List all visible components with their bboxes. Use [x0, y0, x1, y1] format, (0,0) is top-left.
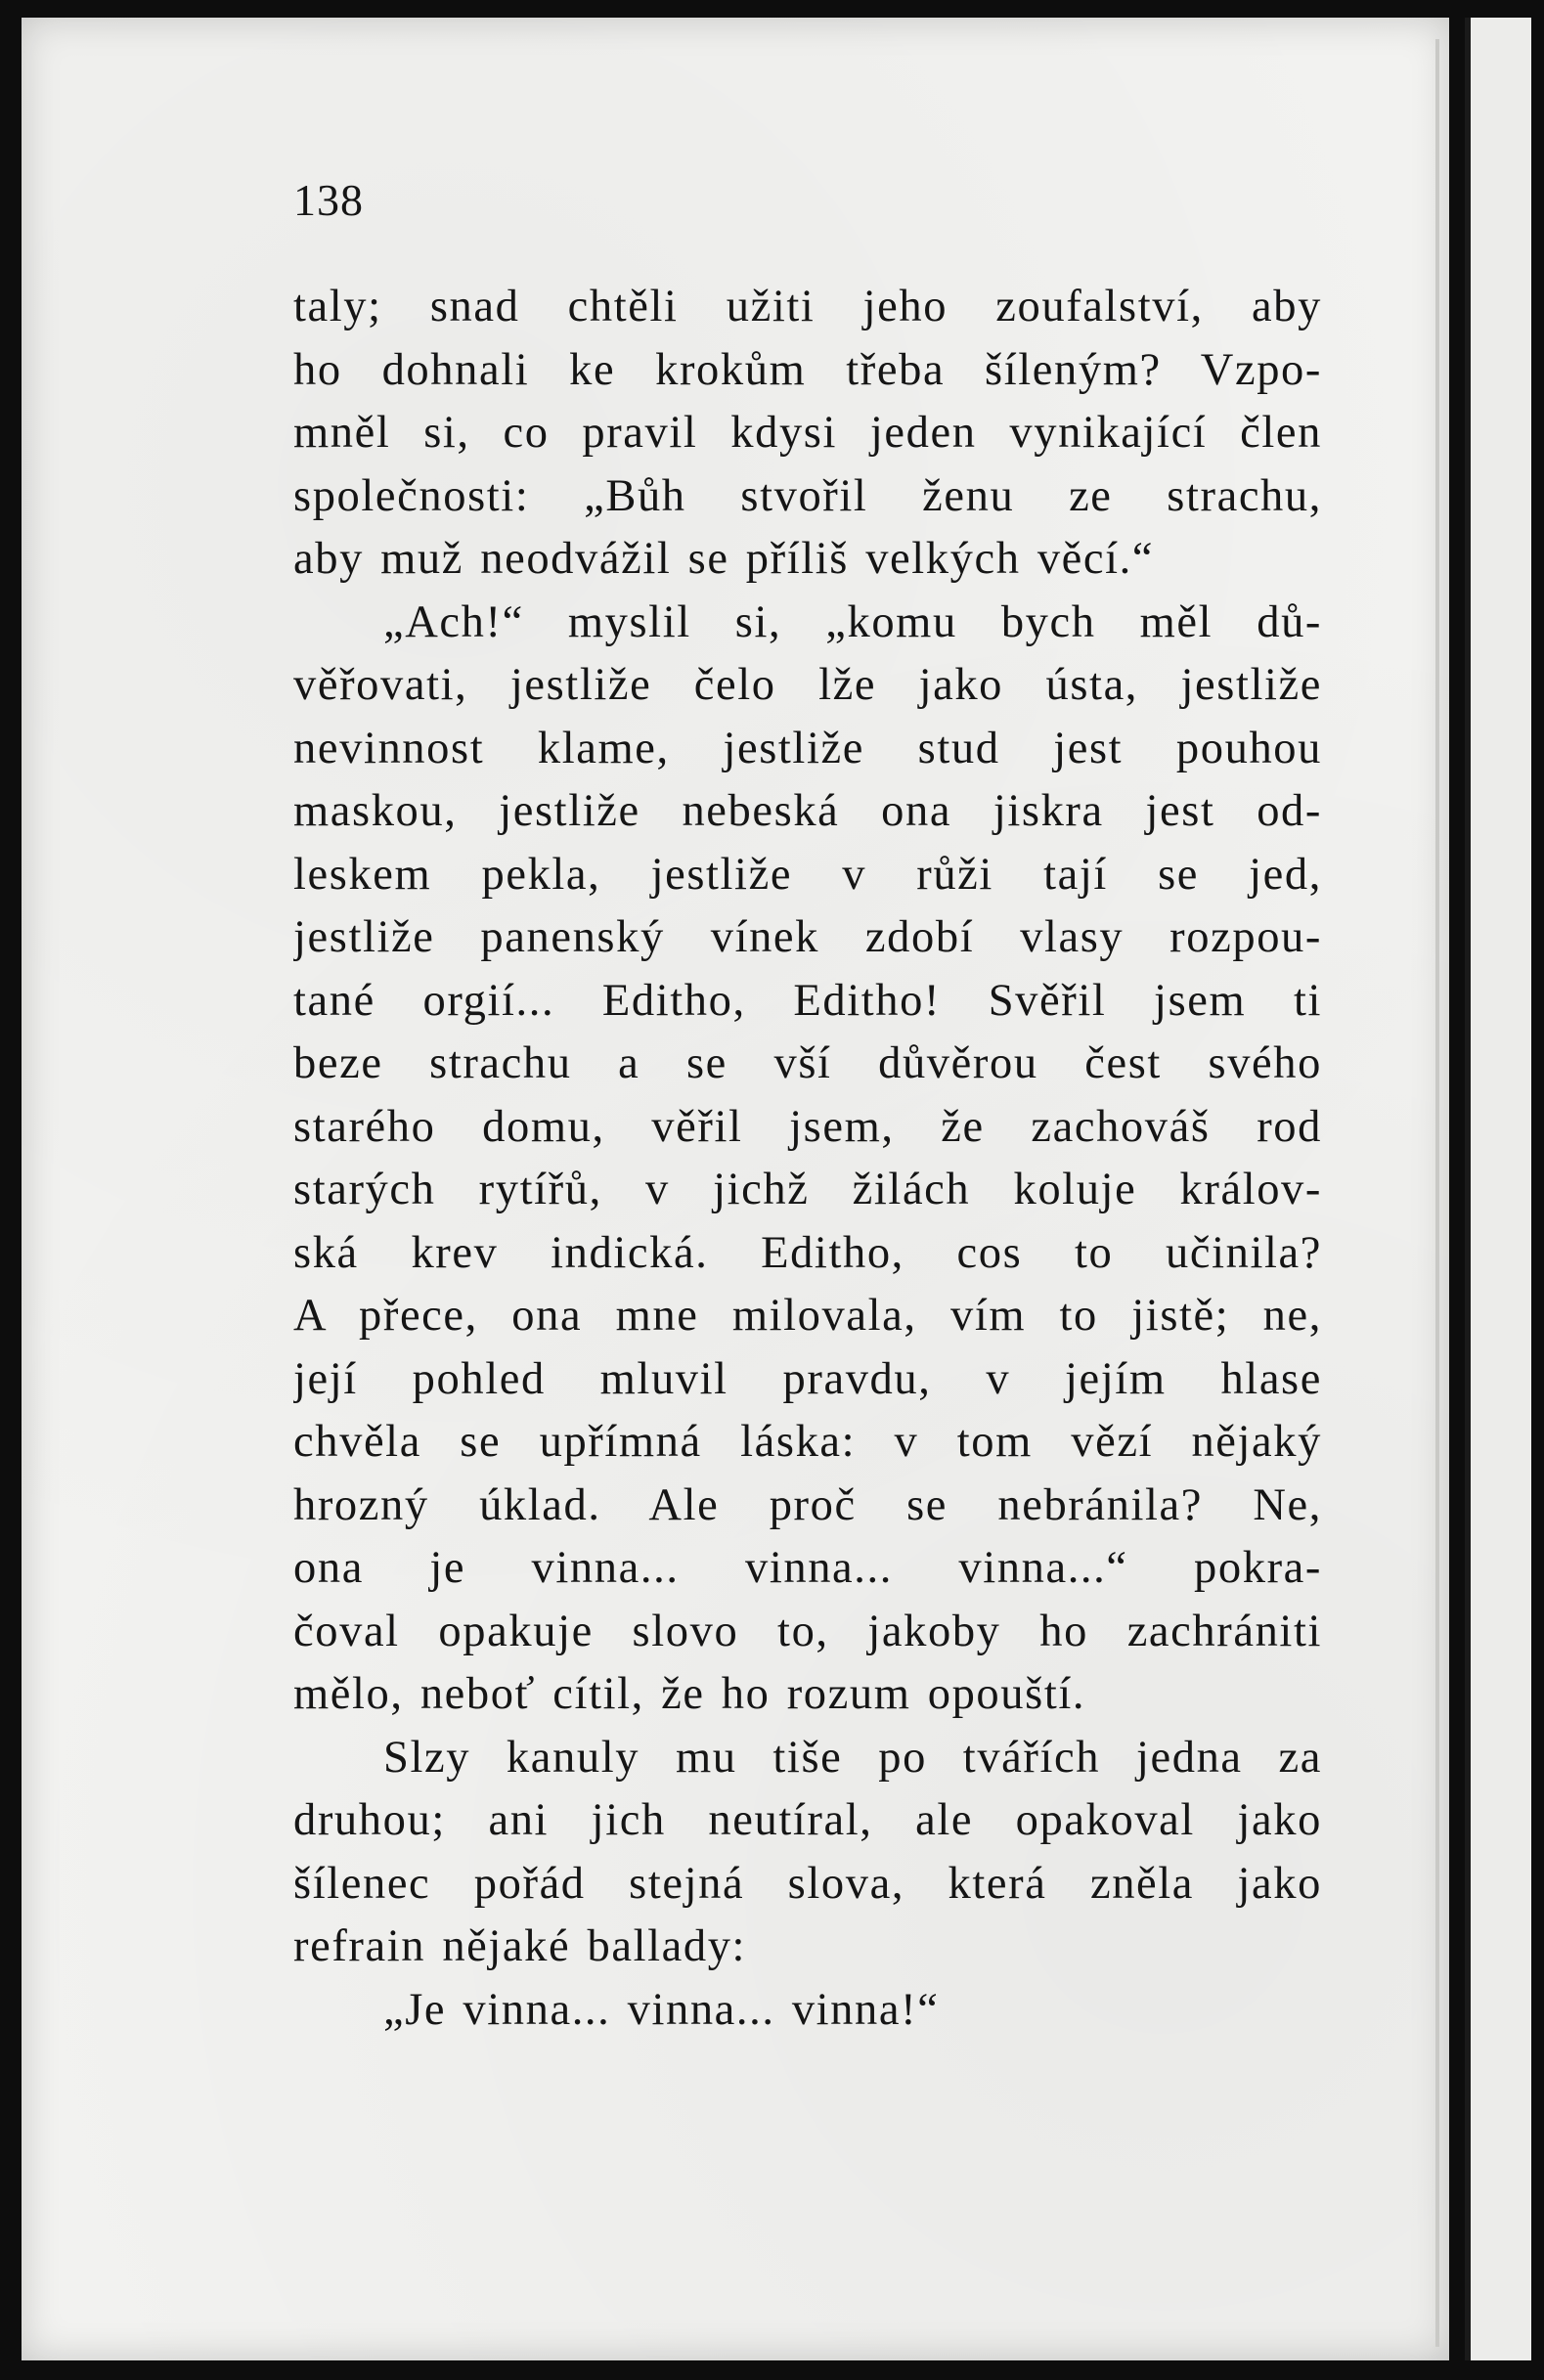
- text-line: taly; snad chtěli užiti jeho zoufalství, aby: [293, 282, 1322, 331]
- text-line: hrozný úklad. Ale proč se nebránila? Ne,: [293, 1479, 1322, 1530]
- text-line: chvěla se upřímná láska: v tom vězí nějaký: [293, 1417, 1322, 1467]
- text-line: Slzy kanuly mu tiše po tvářích jedna za: [383, 1732, 1322, 1783]
- text-line: maskou, jestliže nebeská ona jiskra jest od-: [293, 786, 1322, 836]
- text-line: tané orgií... Editho, Editho! Svěřil jsem ti: [293, 975, 1322, 1026]
- text-line: mněl si, co pravil kdysi jeden vynikající člen: [293, 408, 1322, 458]
- text-line: ona je vinna... vinna... vinna...“ pokra-: [293, 1543, 1322, 1593]
- text-line: společnosti: „Bůh stvořil ženu ze strachu,: [293, 470, 1322, 521]
- text-line: šílenec pořád stejná slova, která zněla jako: [293, 1858, 1322, 1909]
- text-line: refrain nějaké ballady:: [293, 1921, 747, 1971]
- text-line: A přece, ona mne milovala, vím to jistě; ne,: [293, 1291, 1322, 1341]
- text-line: beze strachu a se vší důvěrou čest svého: [293, 1038, 1322, 1088]
- text-line: jestliže panenský vínek zdobí vlasy rozpou-: [293, 912, 1322, 962]
- text-line: „Je vinna... vinna... vinna!“: [383, 1984, 940, 2035]
- text-line: nevinnost klame, jestliže stud jest pouhou: [293, 723, 1322, 773]
- text-line: leskem pekla, jestliže v růži tají se jed,: [293, 849, 1322, 900]
- text-line: ská krev indická. Editho, cos to učinila?: [293, 1227, 1322, 1278]
- adjacent-page-strip: [1465, 18, 1531, 2360]
- page-number: 138: [293, 175, 364, 225]
- text-line: ho dohnali ke krokům třeba šíleným? Vzpo-: [293, 344, 1322, 395]
- text-line: věřovati, jestliže čelo lže jako ústa, jestliže: [293, 660, 1322, 710]
- text-line: starých rytířů, v jichž žilách koluje králov-: [293, 1165, 1322, 1214]
- text-line: aby muž neodvážil se příliš velkých věcí.“: [293, 534, 1155, 584]
- text-line: „Ach!“ myslil si, „komu bych měl dů-: [383, 596, 1322, 647]
- text-line: starého domu, věřil jsem, že zachováš rod: [293, 1101, 1322, 1152]
- text-line: čoval opakuje slovo to, jakoby ho zachrániti: [293, 1606, 1322, 1656]
- text-line: druhou; ani jich neutíral, ale opakoval jako: [293, 1795, 1322, 1845]
- text-line: její pohled mluvil pravdu, v jejím hlase: [293, 1353, 1322, 1404]
- text-line: mělo, neboť cítil, že ho rozum opouští.: [293, 1669, 1086, 1719]
- body-text: [293, 276, 1322, 2042]
- page-edge-shadow: [1435, 39, 1439, 2347]
